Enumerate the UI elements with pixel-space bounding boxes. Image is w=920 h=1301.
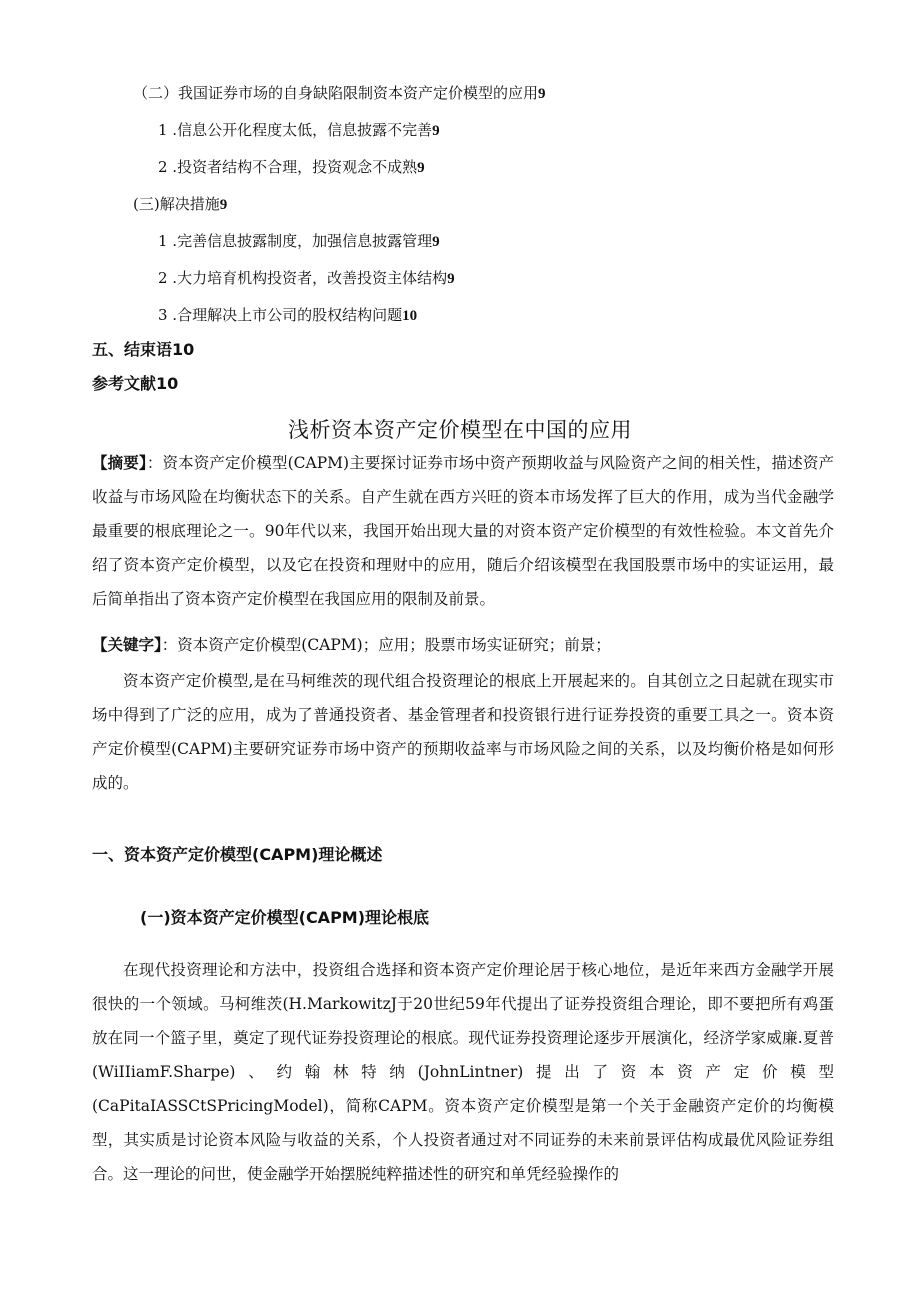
toc-entry-text: (三)解决措施 (133, 195, 220, 213)
article-title: 浅析资本资产定价模型在中国的应用 (288, 418, 632, 442)
toc-entry[interactable] (158, 120, 440, 141)
section-heading: 一、资本资产定价模型(CAPM)理论概述 (92, 845, 383, 864)
toc-entry-page: 9 (538, 86, 546, 102)
toc-entry-text: 2 .大力培育机构投资者，改善投资主体结构 (158, 269, 448, 287)
toc-entry-page: 9 (432, 234, 440, 250)
keywords-text: ：资本资产定价模型(CAPM)；应用；股票市场实证研究；前景； (161, 636, 611, 654)
toc-entry-text: 2 .投资者结构不合理，投资观念不成熟 (158, 158, 418, 176)
toc-entry[interactable] (92, 374, 178, 394)
toc-entry[interactable] (92, 340, 194, 360)
toc-entry-text: 1 .信息公开化程度太低，信息披露不完善 (158, 121, 433, 139)
abstract-paragraph (92, 446, 834, 616)
toc-entry-text: （二）我国证券市场的自身缺陷限制资本资产定价模型的应用 (133, 84, 539, 102)
toc-entry[interactable] (158, 157, 425, 178)
keywords-paragraph (92, 628, 834, 662)
toc-entry-page: 9 (417, 160, 425, 176)
toc-entry[interactable] (133, 83, 546, 104)
toc-entry[interactable] (158, 268, 455, 289)
toc-entry-page: 9 (447, 271, 455, 287)
body-paragraph: 在现代投资理论和方法中，投资组合选择和资本资产定价理论居于核心地位，是近年来西方金融学开展很快的一个领域。马柯维茨(H.MarkowitzJ于20世纪59年代提出了证券投资组合理论，即不要把所有鸡蛋放在同一个篮子里，奠定了现代证券投资理论的根底。现代证券投资理论逐步开展演化，经济学家威廉.夏普(WiIIiamF.Sharpe)、约翰林特纳(JohnLintner)提出了资本资产定价模型(CaPitaIASSCtSPricingModel)，简称CAPM。资本资产定价模型是第一个关于金融资产定价的均衡模型，其实质是讨论资本风险与收益的关系，个人投资者通过对不同证券的未来前景评估构成最优风险证券组合。这一理论的问世，使金融学开始摆脱纯粹描述性的研究和单凭经验操作的 (92, 961, 834, 1183)
toc-entry-text: 五、结束语 (92, 340, 173, 359)
toc-entry-text: 1 .完善信息披露制度，加强信息披露管理 (158, 232, 433, 250)
abstract-label: 【摘要】 (92, 454, 147, 472)
toc-entry[interactable] (133, 194, 227, 215)
toc-entry-page: 9 (432, 123, 440, 139)
toc-entry-text: 3 .合理解决上市公司的股权结构问题 (158, 306, 403, 324)
toc-entry-page: 9 (219, 197, 228, 213)
toc-entry-page: 10 (156, 374, 179, 393)
subsection-heading: (一)资本资产定价模型(CAPM)理论根底 (140, 908, 430, 927)
toc-entry-text: 参考文献 (92, 374, 157, 393)
intro-paragraph: 资本资产定价模型,是在马柯维茨的现代组合投资理论的根底上开展起来的。自其创立之日起就在现实市场中得到了广泛的应用，成为了普通投资者、基金管理者和投资银行进行证券投资的重要工具之一。资本资产定价模型(CAPM)主要研究证券市场中资产的预期收益率与市场风险之间的关系，以及均衡价格是如何形成的。 (92, 672, 834, 792)
toc-entry-page: 10 (172, 340, 195, 359)
abstract-text: ：资本资产定价模型(CAPM)主要探讨证券市场中资产预期收益与风险资产之间的相关性，描述资产收益与市场风险在均衡状态下的关系。自产生就在西方兴旺的资本市场发挥了巨大的作用，成为当代金融学最重要的根底理论之一。90年代以来，我国开始出现大量的对资本资产定价模型的有效性检验。本文首先介绍了资本资产定价模型，以及它在投资和理财中的应用，随后介绍该模型在我国股票市场中的实证运用，最后简单指出了资本资产定价模型在我国应用的限制及前景。 (92, 454, 834, 608)
toc-entry-page: 10 (402, 308, 418, 324)
toc-entry[interactable] (158, 231, 440, 252)
keywords-label: 【关键字】 (92, 636, 162, 654)
toc-entry[interactable] (158, 305, 417, 326)
